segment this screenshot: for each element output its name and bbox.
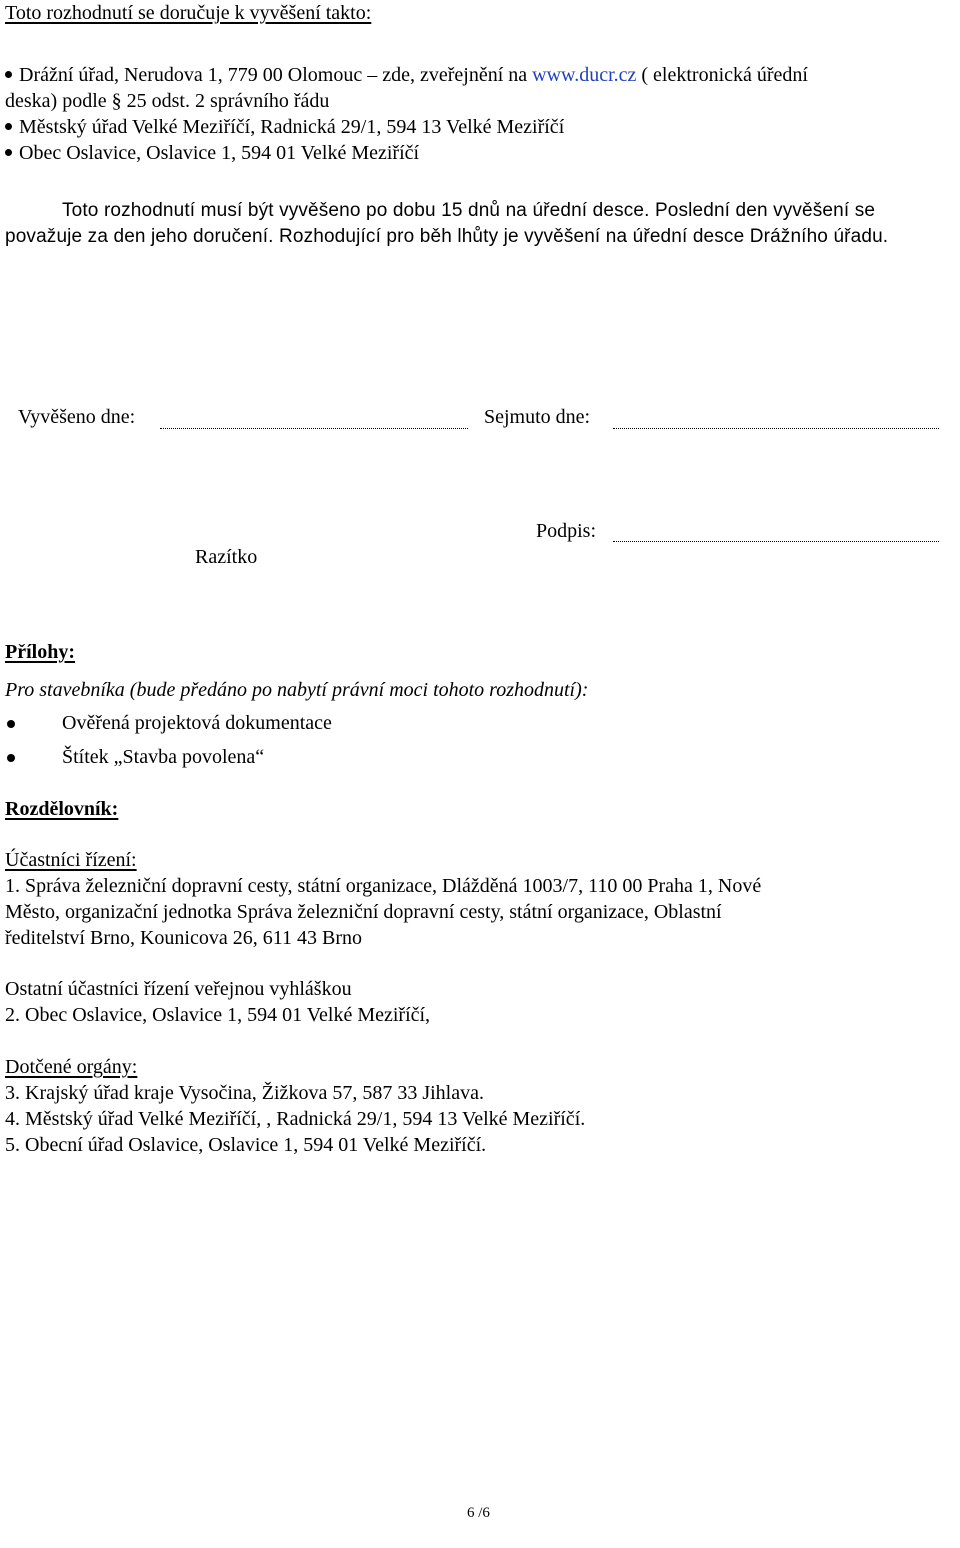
participants-heading: Účastníci řízení: <box>5 849 137 871</box>
posting-item-3-text: Obec Oslavice, Oslavice 1, 594 01 Velké Meziříčí <box>19 142 420 164</box>
authorities-heading: Dotčené orgány: <box>5 1056 138 1078</box>
bullet <box>5 71 12 78</box>
posted-date-line[interactable] <box>160 428 468 429</box>
authority-5: 5. Obecní úřad Oslavice, Oslavice 1, 594 01 Velké Meziříčí. <box>5 1134 487 1156</box>
attachment-item-1: Ověřená projektová dokumentace <box>62 712 332 734</box>
posting-item-1-text-end: ( elektronická úřední <box>636 64 808 86</box>
signature-line[interactable] <box>613 541 939 542</box>
posting-item-2-text: Městský úřad Velké Meziříčí, Radnická 29/1, 594 13 Velké Meziříčí <box>19 116 565 138</box>
other-participants-heading: Ostatní účastníci řízení veřejnou vyhláškou <box>5 978 352 1000</box>
notice-line-2: považuje za den jeho doručení. Rozhodující pro běh lhůty je vyvěšení na úřední desce Drážního úřadu. <box>5 226 889 247</box>
posting-list-item <box>5 64 808 87</box>
attachments-intro: Pro stavebníka (bude předáno po nabytí právní moci tohoto rozhodnutí): <box>5 679 589 701</box>
participant-2: 2. Obec Oslavice, Oslavice 1, 594 01 Velké Meziříčí, <box>5 1004 431 1026</box>
removed-date-line[interactable] <box>613 428 939 429</box>
signature-label: Podpis: <box>536 520 597 542</box>
posting-item-1-continuation: deska) podle § 25 odst. 2 správního řádu <box>5 90 330 112</box>
authority-4: 4. Městský úřad Velké Meziříčí, , Radnická 29/1, 594 13 Velké Meziříčí. <box>5 1108 586 1130</box>
bullet <box>7 754 15 762</box>
bullet <box>5 149 12 156</box>
attachments-heading: Přílohy: <box>5 641 75 663</box>
bullet <box>5 123 12 130</box>
bullet <box>7 720 15 728</box>
ducr-link[interactable]: www.ducr.cz <box>532 64 637 86</box>
attachment-item-2: Štítek „Stavba povolena“ <box>62 746 265 768</box>
posting-item-1-text: Drážní úřad, Nerudova 1, 779 00 Olomouc – zde, zveřejnění na <box>19 64 533 86</box>
participant-1-line-1: 1. Správa železniční dopravní cesty, státní organizace, Dlážděná 1003/7, 110 00 Praha 1, Nové <box>5 875 762 897</box>
stamp-label: Razítko <box>195 546 258 568</box>
posting-list-item <box>5 142 419 165</box>
posting-list-item <box>5 116 564 139</box>
participant-1-line-3: ředitelství Brno, Kounicova 26, 611 43 Brno <box>5 927 362 949</box>
removed-date-label: Sejmuto dne: <box>484 406 591 428</box>
posting-heading: Toto rozhodnutí se doručuje k vyvěšení takto: <box>5 2 372 24</box>
page-number: 6 /6 <box>467 1505 490 1521</box>
notice-line-1: Toto rozhodnutí musí být vyvěšeno po dobu 15 dnů na úřední desce. Poslední den vyvěšení se <box>62 200 876 221</box>
posted-date-label: Vyvěšeno dne: <box>18 406 136 428</box>
participant-1-line-2: Město, organizační jednotka Správa železniční dopravní cesty, státní organizace, Oblastní <box>5 901 722 923</box>
distribution-heading: Rozdělovník: <box>5 798 119 820</box>
authority-3: 3. Krajský úřad kraje Vysočina, Žižkova 57, 587 33 Jihlava. <box>5 1082 484 1104</box>
